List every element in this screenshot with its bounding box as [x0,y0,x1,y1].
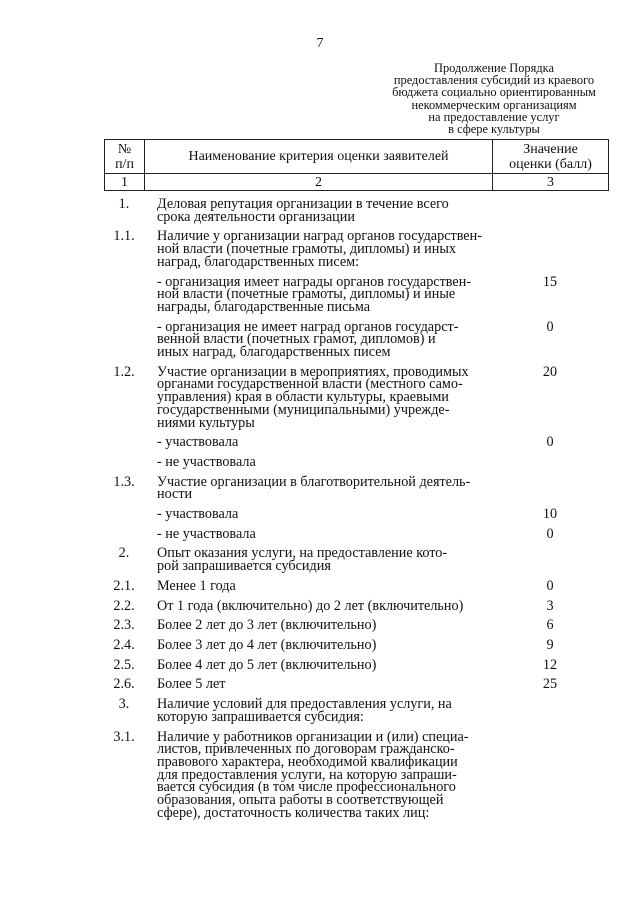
criterion-text-line: Более 3 лет до 4 лет (включительно) [157,636,377,653]
criteria-row [104,508,608,521]
header-score-line: оценки (балл) [509,156,592,172]
row-number: 2.1. [113,577,135,594]
row-number: 1.3. [113,473,135,490]
criterion-text-line: Наличие условий для предоставления услуги, на [157,696,452,713]
caption-line: Продолжение Порядка [434,61,554,75]
header-number [105,140,145,174]
header-index-2: 2 [145,174,493,191]
row-criterion-text [144,577,492,594]
criterion-text-line: - организация не имеет наград органов государст- [157,318,459,335]
criterion-text-line: наград, благодарственных писем: [157,253,360,270]
criteria-row [104,678,608,691]
criterion-text-line: - организация имеет награды органов государствен- [157,273,472,290]
criterion-text-line: рой запрашивается субсидия [157,558,331,575]
row-criterion-text [144,436,492,449]
row-criterion-text [144,363,492,431]
caption-line: бюджета социально ориентированным [392,85,596,100]
criteria-row [104,318,608,361]
criterion-text-line: которую запрашивается субсидия: [157,708,364,725]
criteria-row [104,363,608,431]
row-criterion-text [144,230,492,268]
row-criterion-text [144,619,492,632]
row-criterion-text [144,698,492,723]
criterion-text-line: - участвовала [157,434,239,451]
row-number: 2. [118,545,130,562]
header-number-line: № [117,141,132,157]
criteria-row [104,597,608,614]
row-criterion-text [144,273,492,315]
criterion-text-line: ности [157,486,193,503]
header-criterion-name: Наименование критерия оценки заявителей [145,140,493,174]
criteria-rows [104,198,608,826]
criteria-row [104,698,608,723]
criteria-row [104,473,608,503]
criteria-row [104,728,608,821]
criterion-text-line: Наличие у организации наград органов государствен- [157,228,482,245]
row-score: 15 [542,273,558,290]
criteria-row [104,230,608,268]
row-criterion-text [144,508,492,521]
criteria-row [104,436,608,449]
criterion-text-line: - не участвовала [157,453,256,470]
criteria-row [104,545,608,575]
row-criterion-text [144,473,492,503]
row-number: 3. [118,696,130,713]
row-number: 1. [118,196,130,212]
row-criterion-text [144,678,492,691]
header-score-value [493,140,609,174]
criterion-text-line: - не участвовала [157,525,256,542]
row-score: 10 [542,506,558,523]
row-score: 9 [546,636,554,653]
criterion-text-line: Участие организации в мероприятиях, проводимых [157,363,469,380]
row-criterion-text [144,728,492,821]
criteria-row [104,273,608,315]
header-number-line: п/п [115,156,134,172]
criteria-row [104,577,608,594]
criterion-text-line: сфере), достаточность количества таких лиц: [157,804,430,821]
header-index-1: 1 [105,174,145,191]
criterion-text-line: От 1 года (включительно) до 2 лет (включительно) [157,597,464,614]
row-number: 3.1. [113,728,135,745]
criterion-text-line: для предоставления услуги, на которую запраши- [157,766,457,783]
row-criterion-text [144,198,492,223]
criteria-row [104,198,608,223]
header-score-line: Значение [523,141,578,157]
row-number: 2.2. [113,597,135,614]
row-number: 1.1. [113,228,135,245]
criteria-row [104,525,608,542]
criterion-text-line: правового характера, необходимой квалификации [157,753,458,770]
row-score: 0 [546,525,554,542]
page-number: 7 [316,36,324,51]
criterion-text-line: государственными (муниципальными) учрежде- [157,401,450,418]
criteria-table-header [104,139,609,191]
criterion-text-line: ной власти (почетные грамоты, дипломы) и иных [157,241,456,258]
criterion-text-line: срока деятельности организации [157,208,355,225]
criterion-text-line: ниями культуры [157,414,255,431]
row-score: 20 [542,363,558,380]
row-criterion-text [144,318,492,361]
criteria-row [104,453,608,470]
criterion-text-line: вается субсидия (в том числе профессионального [157,779,456,796]
criterion-text-line: Наличие у работников организации и (или) специа- [157,728,469,745]
caption-line: предоставления субсидий из краевого [393,73,595,88]
criteria-row [104,619,608,632]
criteria-row [104,636,608,653]
criterion-text-line: ной власти (почетные грамоты, дипломы) и иные [157,286,456,303]
row-score: 25 [542,676,558,693]
criteria-row [104,656,608,673]
row-number: 1.2. [113,363,135,380]
criterion-text-line: иных наград, благодарственных писем [157,344,391,361]
row-score: 0 [546,318,554,335]
row-score: 0 [546,434,554,451]
criterion-text-line: - участвовала [157,506,239,523]
criterion-text-line: Участие организации в благотворительной деятель- [157,473,471,490]
row-criterion-text [144,525,492,542]
criterion-text-line: награды, благодарственные письма [157,298,371,315]
criterion-text-line: Более 4 лет до 5 лет (включительно) [157,656,377,673]
row-score: 3 [546,597,554,614]
criterion-text-line: органами государственной власти (местного само- [157,376,463,393]
criterion-text-line: Более 5 лет [157,676,226,693]
row-criterion-text [144,597,492,614]
row-score: 0 [546,577,554,594]
row-number: 2.6. [113,676,135,693]
row-criterion-text [144,636,492,653]
row-score: 6 [546,617,554,634]
criterion-text-line: управления) края в области культуры, краевыми [157,389,449,406]
criterion-text-line: Менее 1 года [157,577,236,594]
criterion-text-line: Более 2 лет до 3 лет (включительно) [157,617,377,634]
criterion-text-line: образования, опыта работы в соответствующей [157,792,444,809]
document-caption [388,62,600,135]
row-score: 12 [542,656,558,673]
caption-line: в сфере культуры [448,122,540,137]
criterion-text-line: венной власти (почетных грамот, дипломов) и [157,331,436,348]
caption-line: некоммерческим организациям [411,97,577,112]
row-number: 2.4. [113,636,135,653]
caption-line: на предоставление услуг [428,109,560,124]
row-criterion-text [144,656,492,673]
header-index-3: 3 [493,174,609,191]
row-number: 2.5. [113,656,135,673]
criterion-text-line: Деловая репутация организации в течение всего [157,196,449,212]
row-number: 2.3. [113,617,135,634]
criterion-text-line: Опыт оказания услуги, на предоставление кото- [157,545,448,562]
row-criterion-text [144,453,492,470]
row-criterion-text [144,545,492,575]
criterion-text-line: листов, привлеченных по договорам гражданско- [157,741,455,758]
